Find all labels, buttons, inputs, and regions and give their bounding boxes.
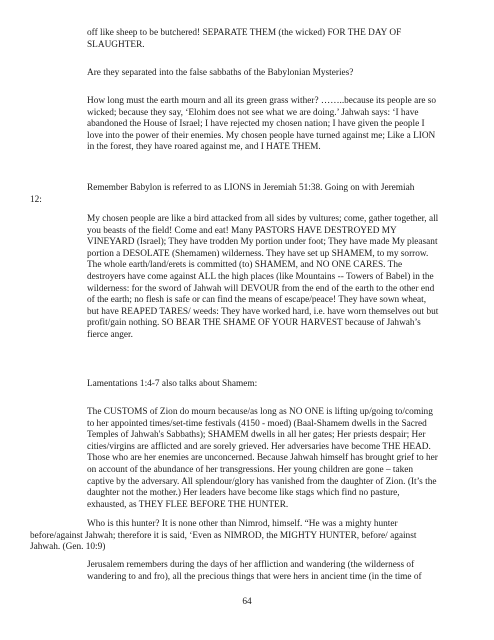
paragraph-separate-them: off like sheep to be butchered! SEPARATE THEM (the wicked) FOR THE DAY OF SLAUGHTER. [87, 28, 402, 50]
margin-verse-number: 12: [30, 195, 42, 205]
page-number: 64 [242, 597, 252, 607]
paragraph-who-is-hunter: Who is this hunter? It is none other than Nimrod, himself. “He was a mighty hunter before/against Jahwah; therefore it is said, ‘Even as NIMROD, the MIGHTY HUNTER, before/ against Jahwah. (Gen. 10:9) [30, 519, 417, 553]
paragraph-customs-of-zion: The CUSTOMS of Zion do mourn because/as long as NO ONE is lifting up/going to/coming to her appointed times/set-time festivals (4150 - moed) (Baal-Shamem dwells in the Sacred Temples of Jahwah's Sabbaths); SHAMEM dwells in all her gates; Her priests despair; Her cities/virgins are afflicted and are sorely grieved. Her adversaries have become THE HEAD. Those who are her enemies are unconcerned. Because Jahwah himself has brought grief to her on account of the abundance of her transgressions. Her young children are gone – taken captive by the adversary. All splendour/glory has vanished from the daughter of Zion. (It’s the daughter not the mother.) Her leaders have become like stags which find no pasture, exhausted, as THEY FLEE BEFORE THE HUNTER. [87, 407, 438, 510]
paragraph-remember-babylon: Remember Babylon is referred to as LIONS in Jeremiah 51:38. Going on with Jeremiah [87, 183, 415, 193]
paragraph-chosen-people: My chosen people are like a bird attacked from all sides by vultures; come, gather together, all you beasts of the field! Come and eat! Many PASTORS HAVE DESTROYED MY VINEYARD (Israel); They have trodden My portion under foot; They have made My pleasant portion a DESOLATE (Shemamen) wilderness. They have set up SHAMEM, to my sorrow. The whole earth/land/erets is committed (to) SHAMEM, and NO ONE CARES. The destroyers have come against ALL the high places (like Mountains -- Towers of Babel) in the wilderness: for the sword of Jahwah will DEVOUR from the end of the earth to the other end of the earth; no flesh is safe or can find the means of escape/peace! They have sown wheat, but have REAPED TARES/ weeds: They have worked hard, i.e. have worn themselves out but profit/gain nothing. SO BEAR THE SHAME OF YOUR HARVEST because of Jahwah’s fierce anger. [87, 214, 439, 340]
paragraph-earth-mourn: How long must the earth mourn and all its green grass wither? ……..because its people are so wicked; because they say, ‘Elohim does not see what we are doing.’ Jahwah says: ‘I have abandoned the House of Israel; I have rejected my chosen nation; I have given the people I love into the power of their enemies. My chosen people have turned against me; Like a LION in the forest, they have roared against me, and I HATE THEM. [87, 96, 437, 153]
paragraph-false-sabbaths: Are they separated into the false sabbaths of the Babylonian Mysteries? [87, 68, 354, 78]
paragraph-jerusalem-remembers: Jerusalem remembers during the days of her affliction and wandering (the wilderness of wandering to and fro), all the precious things that were hers in ancient time (in the time of [87, 560, 422, 582]
paragraph-lamentations-ref: Lamentations 1:4-7 also talks about Shamem: [87, 379, 258, 389]
